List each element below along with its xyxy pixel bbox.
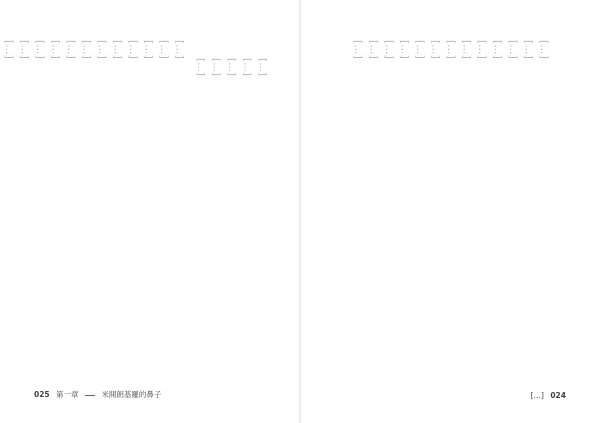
text-column: […] bbox=[367, 40, 379, 60]
text-column: […] bbox=[80, 40, 92, 60]
text-column: […] bbox=[127, 40, 138, 60]
text-column: […] bbox=[352, 40, 363, 60]
left-text-block bbox=[3, 40, 270, 375]
text-column: […] bbox=[18, 40, 30, 60]
left-page bbox=[0, 0, 299, 423]
text-column: […] bbox=[158, 40, 169, 60]
page-number: 024 bbox=[550, 391, 566, 400]
left-page-footer bbox=[30, 389, 161, 400]
poem-line: […] bbox=[226, 58, 237, 77]
footer-separator bbox=[85, 395, 95, 396]
text-column bbox=[0, 40, 1, 375]
text-column: […] bbox=[65, 40, 76, 60]
text-column: […] bbox=[538, 40, 549, 60]
column-spacer bbox=[187, 40, 193, 375]
page-number: 025 bbox=[34, 390, 50, 399]
right-page bbox=[301, 0, 600, 423]
text-column: […] bbox=[522, 40, 534, 60]
text-column: […] bbox=[49, 40, 61, 60]
text-column: […] bbox=[383, 40, 394, 60]
chapter-label: 第一章 bbox=[56, 390, 79, 399]
text-column: […] bbox=[142, 40, 154, 60]
text-column: […] bbox=[34, 40, 45, 60]
poem-line: […] bbox=[195, 58, 206, 77]
text-column: […] bbox=[111, 40, 123, 60]
text-column: […] bbox=[491, 40, 503, 60]
poem-line: […] bbox=[257, 58, 268, 77]
poem-line: […] bbox=[210, 58, 222, 77]
text-column: […] bbox=[476, 40, 487, 60]
text-column: […] bbox=[429, 40, 441, 60]
text-column: […] bbox=[445, 40, 456, 60]
text-column: […] bbox=[398, 40, 410, 60]
poem-line: […] bbox=[241, 58, 253, 77]
text-column: […] bbox=[173, 40, 185, 60]
text-column: […] bbox=[96, 40, 107, 60]
text-column: […] bbox=[507, 40, 518, 60]
text-column: […] bbox=[460, 40, 472, 60]
running-title: […] bbox=[530, 391, 544, 400]
text-column: […] bbox=[3, 40, 14, 60]
right-page-footer bbox=[531, 391, 570, 400]
text-column: […] bbox=[414, 40, 425, 60]
chapter-title: 米開朗基羅的鼻子 bbox=[101, 390, 162, 399]
right-text-block bbox=[336, 40, 551, 375]
